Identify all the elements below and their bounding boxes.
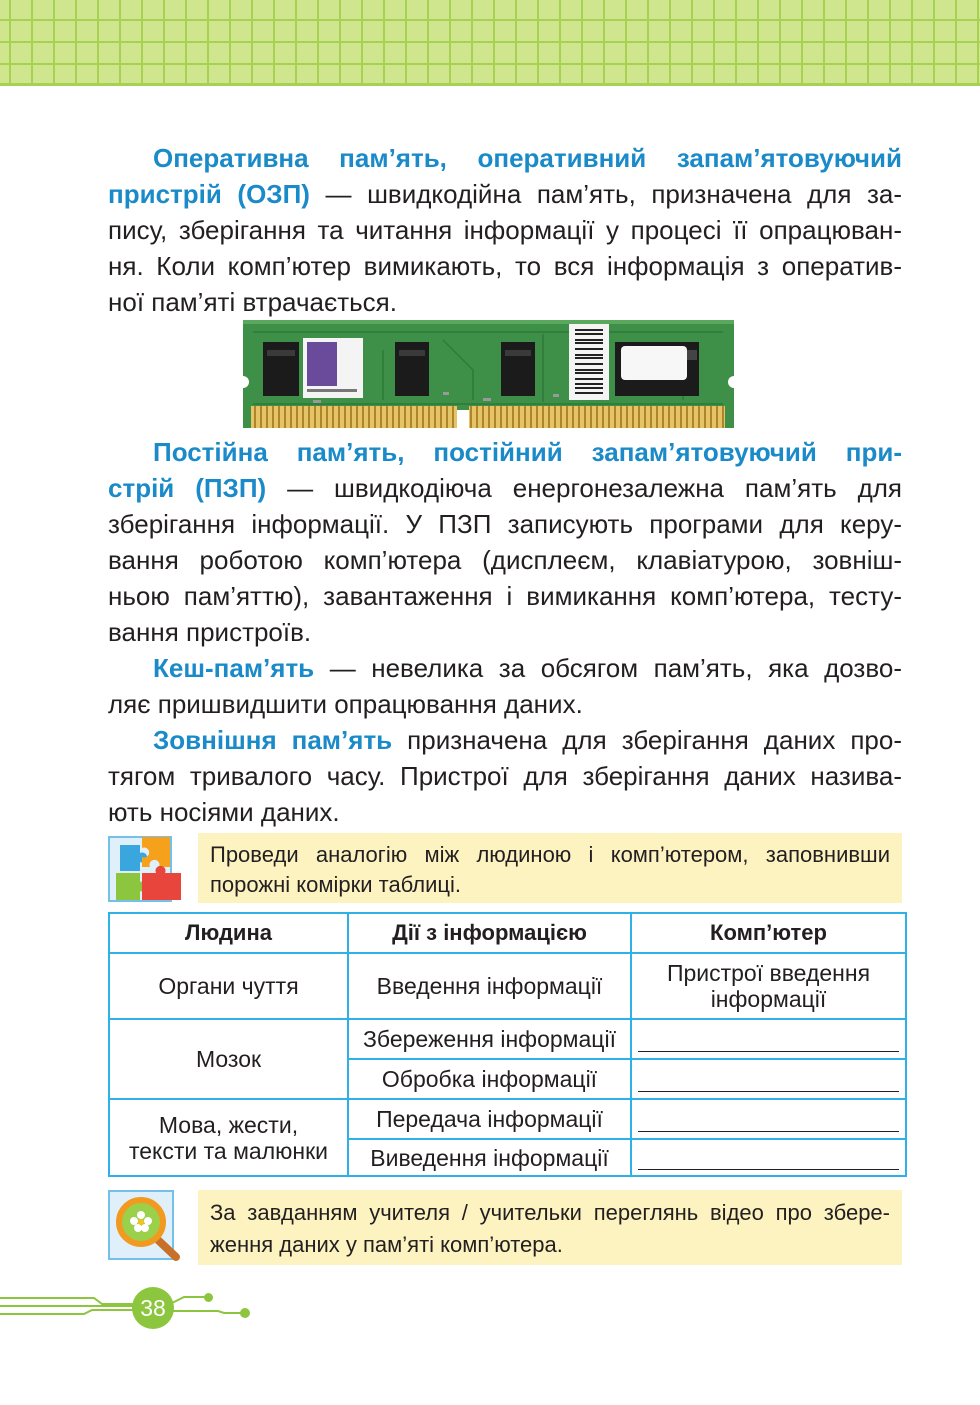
text-line xyxy=(108,470,902,506)
cell-action: Передача інформації xyxy=(348,1099,631,1139)
text-line: пису, зберігання та читання інформації у процесі її опрацюван- xyxy=(108,215,902,245)
text-line: ляє пришвидшити опрацювання даних. xyxy=(108,689,583,719)
page-number: 38 xyxy=(140,1294,166,1321)
text-line xyxy=(108,140,902,176)
cell-text: Мова, жести, xyxy=(158,1111,299,1138)
text-line xyxy=(108,650,902,686)
cell-computer xyxy=(631,1099,906,1139)
header-grid-band xyxy=(0,0,980,86)
cell-human xyxy=(109,1099,348,1176)
text-line: тягом тривалого часу. Пристрої для зберігання даних назива- xyxy=(108,761,902,791)
answer-blank xyxy=(638,1067,899,1092)
cell-text: Пристрої введення xyxy=(666,960,871,986)
term-rom: Постійна пам’ять, постійний запам’ятовуючий при- xyxy=(153,437,902,467)
header-actions: Дії з інформацією xyxy=(348,913,631,953)
text-span: — невелика за обсягом пам’ять, яка дозво- xyxy=(314,653,902,683)
video-task-box xyxy=(198,1190,902,1265)
term-ram: Оперативна пам’ять, оперативний запам’ятовуючий xyxy=(153,143,902,173)
cell-action: Збереження інформації xyxy=(348,1019,631,1059)
header-computer: Комп’ютер xyxy=(631,913,906,953)
table-row xyxy=(109,953,906,1019)
cell-text: Органи чуття xyxy=(158,973,299,999)
table-header-row xyxy=(109,913,906,953)
term-cache: Кеш-пам’ять xyxy=(153,653,315,683)
paragraph-external-memory xyxy=(108,722,902,830)
text-line: ньою пам’яттю), завантаження і вимикання комп’ютера, тесту- xyxy=(108,581,902,611)
answer-blank xyxy=(638,1027,899,1052)
term-rom-abbr: стрій (ПЗП) xyxy=(108,473,267,503)
text-line: вання роботою комп’ютера (дисплеєм, клавіатурою, зовніш- xyxy=(108,545,902,575)
task-text-line: порожні комірки таблиці. xyxy=(210,872,462,897)
table-row xyxy=(109,1019,906,1059)
term-external-memory: Зовнішня пам’ять xyxy=(153,725,393,755)
text-line xyxy=(108,176,902,212)
task-text-line: За завданням учителя / учительки переглянь відео про збере- xyxy=(210,1200,890,1225)
text-line: вання пристроїв. xyxy=(108,617,312,647)
cell-action: Введення інформації xyxy=(348,953,631,1019)
puzzle-icon xyxy=(108,833,183,903)
circuit-dot xyxy=(240,1308,250,1318)
task-text-line: ження даних у пам’яті комп’ютера. xyxy=(210,1232,563,1257)
text-span: — швидкодіюча енергонезалежна пам’ять для xyxy=(266,473,902,503)
cell-computer xyxy=(631,953,906,1019)
magnifier-icon xyxy=(108,1190,183,1262)
paragraph-rom xyxy=(108,434,902,650)
circuit-dot xyxy=(204,1293,213,1302)
ram-module-image xyxy=(243,320,734,428)
task-box xyxy=(198,833,902,903)
text-line: ють носіями даних. xyxy=(108,797,340,827)
cell-text: Мозок xyxy=(195,1046,262,1072)
cell-computer xyxy=(631,1139,906,1176)
term-ram-abbr: пристрій (ОЗП) xyxy=(108,179,310,209)
text-span: призначена для зберігання даних про- xyxy=(392,725,902,755)
paragraph-cache xyxy=(108,650,902,722)
paragraph-ram xyxy=(108,140,902,320)
answer-blank xyxy=(638,1145,899,1170)
cell-computer xyxy=(631,1059,906,1099)
task-text-line: Проведи аналогію між людиною і комп’ютером, заповнивши xyxy=(210,842,890,867)
cell-action: Виведення інформації xyxy=(348,1139,631,1176)
text-line: ної пам’яті втрачається. xyxy=(108,287,397,317)
cell-human xyxy=(109,1019,348,1099)
text-line: зберігання інформації. У ПЗП записують програми для керу- xyxy=(108,509,902,539)
cell-human xyxy=(109,953,348,1019)
cell-action: Обробка інформації xyxy=(348,1059,631,1099)
ram-barcode-sticker xyxy=(569,324,609,400)
answer-blank xyxy=(638,1107,899,1132)
cell-computer xyxy=(631,1019,906,1059)
text-line xyxy=(108,434,902,470)
text-line xyxy=(108,722,902,758)
table-row xyxy=(109,1099,906,1139)
ram-contacts xyxy=(251,406,725,428)
analogy-table xyxy=(108,912,907,1177)
cell-text: інформації xyxy=(710,986,827,1012)
text-span: — швидкодійна пам’ять, призначена для за- xyxy=(309,179,903,209)
footer-circuit xyxy=(0,1280,260,1336)
text-line: ня. Коли комп’ютер вимикають, то вся інформація з оператив- xyxy=(108,251,902,281)
cell-text: тексти та малюнки xyxy=(128,1137,328,1164)
header-human: Людина xyxy=(109,913,348,953)
